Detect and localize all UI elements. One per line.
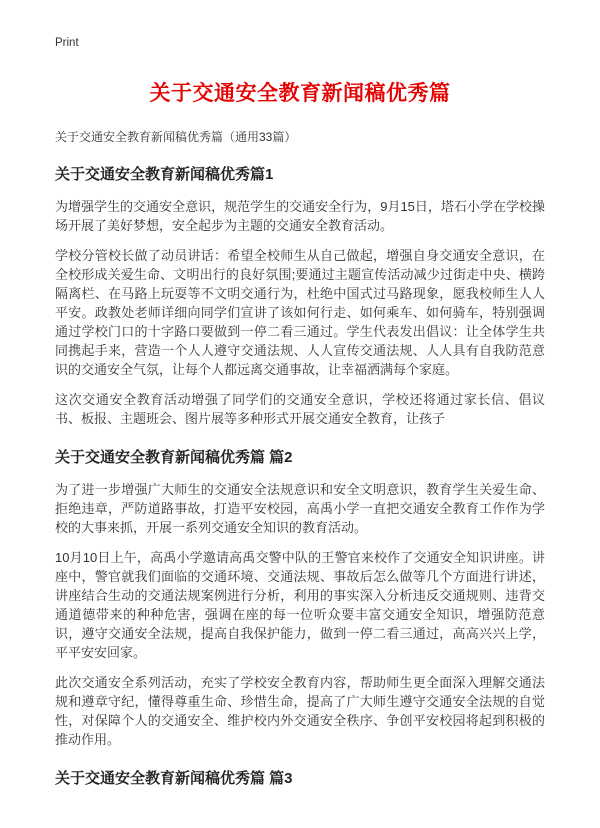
page-title: 关于交通安全教育新闻稿优秀篇 <box>149 82 451 105</box>
section-heading-2: 关于交通安全教育新闻稿优秀篇 篇2 <box>55 449 293 466</box>
paragraph: 10月10日上午，高禹小学邀请高禹交警中队的王警官来校作了交通安全知识讲座。讲座中，警官就我们面临的交通环境、交通法规、事故后怎么做等几个方面进行讲述，讲座结合生动的交通法规案例进行分析，利用的事实深入分析违反交通规则、违背交通道德带来的种种危害，强调在座的每一位听众要丰富交通安全知识，增强防范意识，遵守交通安全法规，提高自我保护能力，做到一停二看三通过，高高兴兴上学，平平安安回家。 <box>55 550 545 660</box>
print-link[interactable]: Print <box>55 37 79 49</box>
section-heading-3: 关于交通安全教育新闻稿优秀篇 篇3 <box>55 770 293 787</box>
paragraph: 此次交通安全系列活动，充实了学校安全教育内容，帮助师生更全面深入理解交通法规和遵章守纪，懂得尊重生命、珍惜生命，提高了广大师生遵守交通安全法规的自觉性，对保障个人的交通安全、维护校内外交通安全秩序、争创平安校园将起到积极的推动作用。 <box>55 675 545 747</box>
paragraph: 为增强学生的交通安全意识，规范学生的交通安全行为，9月15日，塔石小学在学校操场开展了美好梦想，安全起步为主题的交通安全教育活动。 <box>55 199 545 233</box>
paragraph: 学校分管校长做了动员讲话：希望全校师生从自己做起，增强自身交通安全意识，在全校形成关爱生命、文明出行的良好氛围;要通过主题宣传活动减少过街走中央、横跨隔离栏、在马路上玩耍等不文明交通行为，杜绝中国式过马路现象，愿我校师生人人平安。政教处老师详细向同学们宣讲了该如何行走、如何乘车、如何骑车，特别强调通过学校门口的十字路口要做到一停二看三通过。学生代表发出倡议：让全体学生共同携起手来，营造一个人人遵守交通法规、人人宣传交通法规、人人具有自我防范意识的交通安全气氛，让每个人都远离交通事故，让幸福洒满每个家庭。 <box>55 248 545 377</box>
paragraph: 为了进一步增强广大师生的交通安全法规意识和安全文明意识，教育学生关爱生命、拒绝违章，严防道路事故，打造平安校园，高禹小学一直把交通安全教育工作作为学校的大事来抓，开展一系列交通安全知识的教育活动。 <box>55 482 545 535</box>
paragraph: 这次交通安全教育活动增强了同学们的交通安全意识，学校还将通过家长信、倡议书、板报、主题班会、图片展等多种形式开展交通安全教育，让孩子 <box>55 392 545 426</box>
page-subtitle: 关于交通安全教育新闻稿优秀篇（通用33篇） <box>55 130 297 144</box>
section-heading-1: 关于交通安全教育新闻稿优秀篇1 <box>55 166 274 183</box>
